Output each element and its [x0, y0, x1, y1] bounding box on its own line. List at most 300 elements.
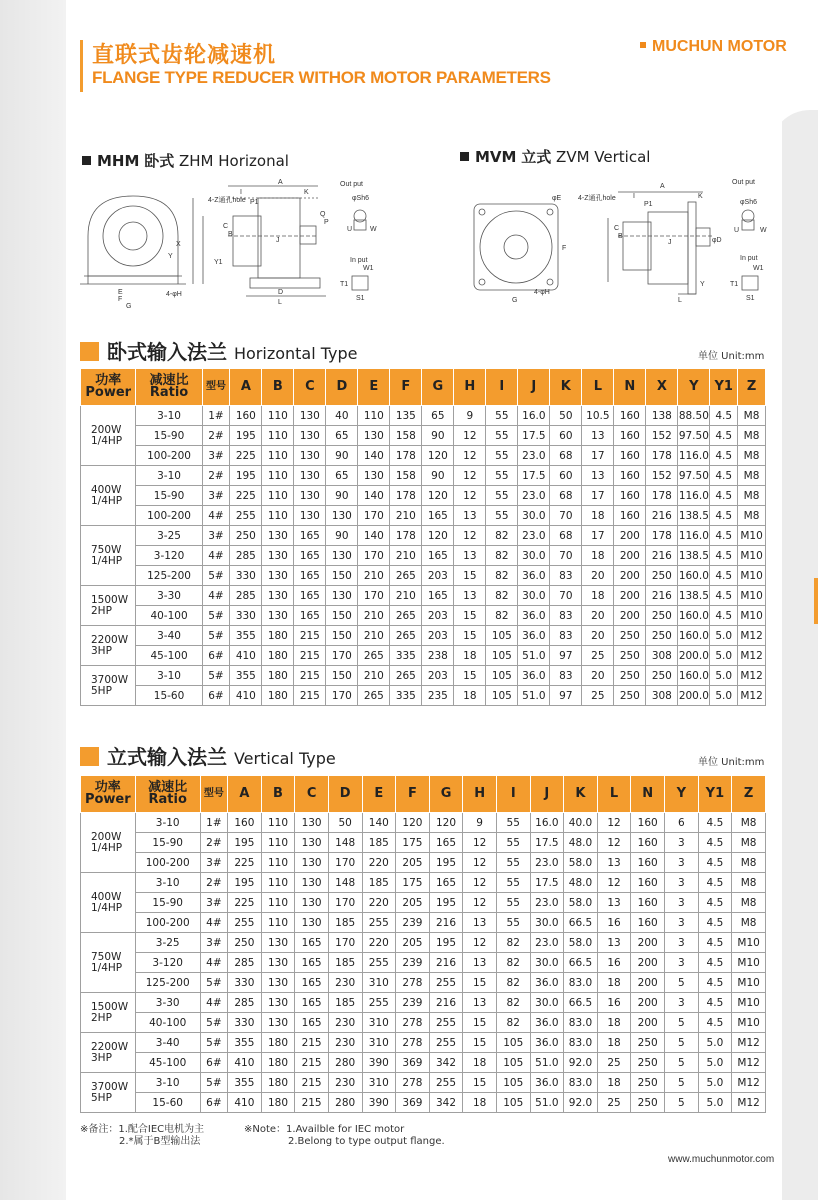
table-cell: 250 [646, 666, 678, 686]
table-cell: 203 [422, 666, 454, 686]
table-cell: 15-60 [136, 686, 202, 706]
table-cell: 105 [496, 1053, 530, 1073]
table-cell: M8 [738, 466, 766, 486]
table-cell: 12 [463, 873, 497, 893]
table-cell: 310 [362, 1033, 396, 1053]
table-cell: 83 [550, 606, 582, 626]
v-label-H: 4-φH [534, 289, 550, 296]
table-cell: 4.5 [710, 546, 738, 566]
table-cell: 130 [295, 893, 329, 913]
table-cell: 130 [326, 586, 358, 606]
table-cell: 65 [326, 466, 358, 486]
table-cell: 18 [597, 1033, 631, 1053]
table-cell: 36.0 [518, 626, 550, 646]
table-cell: 13 [582, 466, 614, 486]
table-cell: 17.5 [518, 426, 550, 446]
table-cell: 83.0 [564, 973, 598, 993]
section-vertical-title [80, 741, 336, 770]
table-cell: 160 [614, 406, 646, 426]
v-label-G: G [512, 297, 518, 304]
header-: 型号 [200, 776, 227, 813]
table-cell: 5 [664, 973, 698, 993]
table-cell: 180 [261, 1053, 295, 1073]
table-cell: 250 [614, 666, 646, 686]
table-cell: 25 [597, 1053, 631, 1073]
table-header-row [81, 776, 766, 813]
table-row [81, 526, 766, 546]
table-cell: 4.5 [698, 833, 732, 853]
table-cell: 178 [646, 486, 678, 506]
h-label-C: C [223, 223, 229, 230]
table-cell: 30.0 [518, 546, 550, 566]
table-cell: 335 [390, 686, 422, 706]
table-cell: M10 [738, 526, 766, 546]
h-front-flange [103, 206, 163, 266]
table-cell: 165 [294, 546, 326, 566]
table-cell: 330 [228, 973, 262, 993]
table-cell: 97 [550, 686, 582, 706]
table-cell: 185 [362, 833, 396, 853]
header-b: B [261, 776, 295, 813]
table-cell: 120 [429, 813, 463, 833]
table-cell: 100-200 [135, 913, 200, 933]
table-cell: 330 [230, 566, 262, 586]
table-cell: 130 [294, 446, 326, 466]
table-row [81, 813, 766, 833]
table-cell: 210 [358, 626, 390, 646]
table-cell: 203 [422, 606, 454, 626]
table-cell: M8 [738, 446, 766, 466]
view-code: MVM [475, 148, 517, 166]
table-cell: 51.0 [518, 646, 550, 666]
table-cell: 4.5 [698, 1013, 732, 1033]
table-cell: 15-60 [135, 1093, 200, 1113]
table-cell: 215 [294, 626, 326, 646]
table-cell: 36.0 [530, 973, 564, 993]
power-cell: 3700W 5HP [81, 666, 136, 706]
table-cell: 20 [582, 606, 614, 626]
header-c: C [294, 369, 326, 406]
table-cell: 25 [582, 646, 614, 666]
table-cell: 5# [202, 666, 230, 686]
table-cell: 110 [261, 893, 295, 913]
table-cell: 225 [230, 446, 262, 466]
table-cell: 130 [261, 973, 295, 993]
table-cell: 185 [328, 953, 362, 973]
table-cell: 278 [396, 1033, 430, 1053]
header-ratio: 减速比 Ratio [136, 369, 202, 406]
header-y: Y [678, 369, 710, 406]
table-cell: 3-120 [135, 953, 200, 973]
table-cell: 30.0 [530, 913, 564, 933]
table-row [81, 426, 766, 446]
table-cell: 330 [230, 606, 262, 626]
table-cell: 90 [326, 526, 358, 546]
table-cell: 36.0 [530, 1013, 564, 1033]
table-cell: 200.0 [678, 646, 710, 666]
table-cell: 3-30 [136, 586, 202, 606]
table-cell: 5.0 [698, 1053, 732, 1073]
v-label-J: J [668, 239, 672, 246]
table-cell: 5.0 [710, 666, 738, 686]
h-label-E: E [118, 289, 123, 296]
table-cell: 110 [262, 426, 294, 446]
table-cell: 130 [294, 506, 326, 526]
v-front-bore [504, 235, 528, 259]
vertical-spec-table [80, 775, 766, 1113]
table-row [81, 1053, 766, 1073]
table-cell: 116.0 [678, 526, 710, 546]
h-label-Q: Q [320, 211, 326, 218]
table-cell: 3 [664, 893, 698, 913]
section-title-en: Horizontal Type [233, 344, 358, 363]
table-cell: M12 [732, 1053, 766, 1073]
h-label-Y: Y [168, 253, 173, 260]
table-cell: M12 [732, 1073, 766, 1093]
header-d: D [328, 776, 362, 813]
table-cell: 23.0 [518, 446, 550, 466]
table-cell: 330 [228, 1013, 262, 1033]
table-cell: 230 [328, 1013, 362, 1033]
table-cell: 100-200 [135, 853, 200, 873]
table-cell: 90 [326, 446, 358, 466]
table-cell: 15 [454, 606, 486, 626]
table-cell: 82 [496, 1013, 530, 1033]
table-cell: 3 [664, 953, 698, 973]
table-cell: 165 [295, 1013, 329, 1033]
table-cell: 160.0 [678, 606, 710, 626]
page-title-en: FLANGE TYPE REDUCER WITHOR MOTOR PARAMETERS [92, 68, 551, 87]
table-cell: 170 [358, 586, 390, 606]
table-cell: 68 [550, 526, 582, 546]
h-label-B: B [228, 231, 233, 238]
table-cell: M10 [732, 953, 766, 973]
table-cell: 30.0 [530, 993, 564, 1013]
table-cell: 200.0 [678, 686, 710, 706]
table-cell: 15-90 [136, 426, 202, 446]
table-cell: 250 [631, 1093, 665, 1113]
header-d: D [326, 369, 358, 406]
h-label-U: U [347, 226, 353, 233]
table-row [81, 1013, 766, 1033]
table-cell: M10 [738, 546, 766, 566]
table-cell: 230 [328, 1073, 362, 1093]
table-cell: 60 [550, 466, 582, 486]
table-cell: 278 [396, 1073, 430, 1093]
table-cell: 3-40 [136, 626, 202, 646]
v-label-A: A [660, 183, 665, 190]
table-cell: 200 [631, 1013, 665, 1033]
brand-text: MUCHUN MOTOR [652, 38, 787, 55]
view-en: ZHM Horizonal [179, 152, 289, 170]
table-row [81, 666, 766, 686]
table-cell: M10 [732, 1013, 766, 1033]
table-cell: 250 [228, 933, 262, 953]
table-cell: 120 [422, 486, 454, 506]
table-cell: 170 [358, 506, 390, 526]
table-cell: 195 [230, 426, 262, 446]
v-label-C: C [614, 225, 620, 232]
table-cell: 255 [230, 506, 262, 526]
table-cell: 70 [550, 506, 582, 526]
v-front-flange [474, 204, 558, 290]
table-cell: 13 [597, 933, 631, 953]
table-cell: 1# [200, 813, 227, 833]
table-cell: 160 [228, 813, 262, 833]
table-cell: 130 [295, 833, 329, 853]
power-cell: 1500W 2HP [81, 586, 136, 626]
table-cell: 17 [582, 526, 614, 546]
h-label-X: X [176, 241, 181, 248]
table-cell: 4# [200, 913, 227, 933]
table-cell: M12 [738, 646, 766, 666]
table-cell: 235 [422, 686, 454, 706]
table-cell: 130 [294, 486, 326, 506]
h-label-L: L [278, 299, 282, 306]
table-cell: 5.0 [698, 1093, 732, 1113]
table-cell: 110 [262, 466, 294, 486]
note-en-line-1: ※Note：1.Availble for IEC motor [244, 1124, 405, 1135]
note-en [244, 1124, 445, 1148]
table-cell: 48.0 [564, 833, 598, 853]
table-cell: 4.5 [698, 853, 732, 873]
table-cell: 165 [422, 506, 454, 526]
table-cell: 13 [454, 586, 486, 606]
table-cell: 158 [390, 426, 422, 446]
table-cell: M12 [732, 1093, 766, 1113]
table-cell: 4.5 [698, 873, 732, 893]
table-cell: 15-90 [135, 893, 200, 913]
table-cell: 265 [358, 646, 390, 666]
table-cell: 203 [422, 626, 454, 646]
table-cell: 138 [646, 406, 678, 426]
table-row [81, 893, 766, 913]
table-cell: 82 [496, 953, 530, 973]
table-row [81, 486, 766, 506]
table-cell: 16 [597, 913, 631, 933]
table-cell: 20 [582, 566, 614, 586]
table-cell: 195 [429, 933, 463, 953]
table-row [81, 973, 766, 993]
table-cell: 220 [362, 853, 396, 873]
table-cell: 3-10 [135, 813, 200, 833]
table-cell: 15 [463, 1033, 497, 1053]
table-cell: 310 [362, 1073, 396, 1093]
table-cell: 205 [396, 933, 430, 953]
table-cell: 160 [631, 813, 665, 833]
table-cell: 55 [486, 506, 518, 526]
table-cell: 3# [200, 893, 227, 913]
table-cell: 18 [582, 506, 614, 526]
table-cell: 82 [496, 933, 530, 953]
table-cell: M12 [738, 666, 766, 686]
table-cell: 255 [362, 913, 396, 933]
power-cell: 1500W 2HP [81, 993, 136, 1033]
power-cell: 750W 1/4HP [81, 933, 136, 993]
table-cell: 130 [261, 1013, 295, 1033]
table-cell: 4.5 [710, 606, 738, 626]
table-cell: 138.5 [678, 546, 710, 566]
header-e: E [358, 369, 390, 406]
table-cell: 130 [295, 873, 329, 893]
v-front-circle [480, 211, 552, 283]
table-cell: M10 [732, 993, 766, 1013]
table-cell: 200 [631, 953, 665, 973]
table-cell: M8 [732, 893, 766, 913]
h-label-output: Out put [340, 181, 363, 188]
table-cell: 18 [582, 586, 614, 606]
table-cell: 160.0 [678, 566, 710, 586]
table-cell: 100-200 [136, 446, 202, 466]
table-cell: 200 [614, 606, 646, 626]
h-label-W1: W1 [363, 265, 374, 272]
square-bullet-icon [82, 156, 91, 165]
table-cell: 130 [262, 526, 294, 546]
table-cell: 175 [396, 873, 430, 893]
power-cell: 400W 1/4HP [81, 466, 136, 526]
table-cell: 88.50 [678, 406, 710, 426]
table-row [81, 933, 766, 953]
header-a: A [230, 369, 262, 406]
header-n: N [631, 776, 665, 813]
header-b: B [262, 369, 294, 406]
h-label-input: In put [350, 257, 368, 264]
v-label-P1: P1 [644, 201, 653, 208]
table-cell: 3# [202, 486, 230, 506]
h-side-base [250, 278, 320, 288]
table-cell: M8 [738, 426, 766, 446]
table-cell: M12 [738, 686, 766, 706]
h-front-bore [119, 222, 147, 250]
table-cell: 355 [228, 1073, 262, 1093]
table-cell: 40.0 [564, 813, 598, 833]
table-cell: 55 [496, 893, 530, 913]
table-cell: 410 [230, 686, 262, 706]
table-cell: 140 [362, 813, 396, 833]
table-cell: 130 [326, 506, 358, 526]
table-cell: 255 [228, 913, 262, 933]
table-cell: 110 [261, 873, 295, 893]
v-label-output: Out put [732, 179, 755, 186]
table-cell: 5# [200, 1013, 227, 1033]
header-z: Z [738, 369, 766, 406]
table-cell: 158 [390, 466, 422, 486]
table-cell: 55 [486, 426, 518, 446]
table-cell: 285 [228, 993, 262, 1013]
table-cell: 195 [230, 466, 262, 486]
table-cell: 3-10 [135, 873, 200, 893]
table-cell: 216 [429, 913, 463, 933]
table-cell: 110 [261, 913, 295, 933]
horizontal-spec-table [80, 368, 766, 706]
header-k: K [550, 369, 582, 406]
table-cell: M8 [732, 873, 766, 893]
table-cell: 105 [486, 686, 518, 706]
table-cell: 15-90 [136, 486, 202, 506]
table-cell: 195 [228, 873, 262, 893]
header-ratio: 减速比 Ratio [135, 776, 200, 813]
table-cell: 250 [614, 626, 646, 646]
table-cell: 18 [582, 546, 614, 566]
table-cell: 203 [422, 566, 454, 586]
table-cell: 10.5 [582, 406, 614, 426]
table-cell: 178 [390, 526, 422, 546]
table-cell: M10 [738, 566, 766, 586]
table-cell: 55 [496, 813, 530, 833]
table-cell: 2# [200, 873, 227, 893]
table-cell: 216 [646, 586, 678, 606]
table-cell: 5 [664, 1073, 698, 1093]
table-cell: 160 [614, 426, 646, 446]
table-cell: 278 [396, 1013, 430, 1033]
table-cell: 2# [202, 426, 230, 446]
table-cell: 165 [294, 606, 326, 626]
table-cell: 9 [454, 406, 486, 426]
table-cell: 265 [390, 606, 422, 626]
table-cell: 3-10 [136, 466, 202, 486]
table-cell: 30.0 [518, 586, 550, 606]
table-cell: 165 [294, 586, 326, 606]
table-cell: 255 [362, 953, 396, 973]
table-cell: 1# [202, 406, 230, 426]
table-cell: 5# [202, 606, 230, 626]
table-cell: 4.5 [710, 426, 738, 446]
table-cell: 23.0 [518, 486, 550, 506]
v-label-B: B [618, 233, 623, 240]
table-cell: 105 [486, 646, 518, 666]
table-cell: 210 [390, 506, 422, 526]
table-cell: 105 [496, 1073, 530, 1093]
table-cell: 17.5 [530, 873, 564, 893]
table-cell: 160 [631, 893, 665, 913]
table-cell: 110 [261, 853, 295, 873]
h-label-H: 4-φH [166, 291, 182, 298]
table-cell: 55 [486, 486, 518, 506]
table-cell: 58.0 [564, 853, 598, 873]
table-cell: 390 [362, 1093, 396, 1113]
table-cell: 160.0 [678, 626, 710, 646]
table-cell: 200 [631, 933, 665, 953]
table-cell: 5.0 [710, 646, 738, 666]
vertical-drawing [468, 170, 780, 305]
table-cell: 4# [202, 506, 230, 526]
table-cell: 105 [496, 1093, 530, 1113]
table-cell: 120 [396, 813, 430, 833]
header-k: K [564, 776, 598, 813]
table-cell: 175 [396, 833, 430, 853]
page-left-band [0, 0, 66, 1200]
power-cell: 2200W 3HP [81, 626, 136, 666]
table-cell: 216 [646, 506, 678, 526]
table-row [81, 546, 766, 566]
table-cell: 3 [664, 933, 698, 953]
table-cell: 2# [202, 466, 230, 486]
table-cell: 6# [200, 1053, 227, 1073]
v-label-I: I [633, 193, 635, 200]
table-cell: 55 [496, 853, 530, 873]
table-cell: 255 [429, 1073, 463, 1093]
table-row [81, 953, 766, 973]
v-side-gearbox [648, 212, 688, 284]
table-cell: 105 [496, 1033, 530, 1053]
table-cell: 135 [390, 406, 422, 426]
table-cell: 55 [496, 873, 530, 893]
brand-name [640, 38, 787, 56]
table-cell: 355 [230, 666, 262, 686]
table-cell: 90 [422, 426, 454, 446]
table-cell: 4.5 [698, 993, 732, 1013]
header-y1: Y1 [698, 776, 732, 813]
